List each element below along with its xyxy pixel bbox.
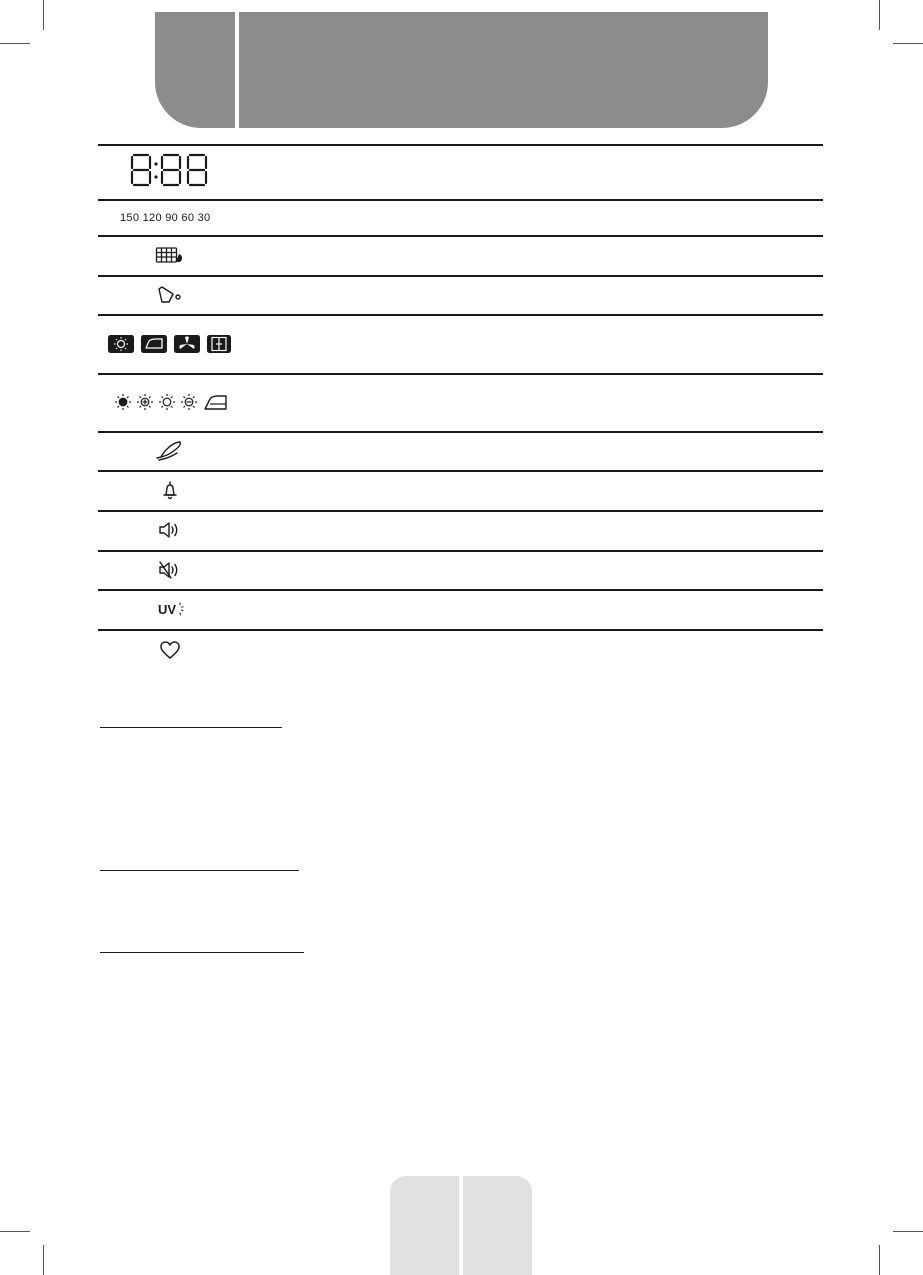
table-rule bbox=[98, 510, 823, 512]
crop-mark bbox=[0, 1231, 30, 1232]
bell-icon bbox=[161, 480, 179, 502]
uv-icon bbox=[158, 598, 184, 620]
page-number-tab bbox=[390, 1176, 532, 1275]
timer-values: 150 120 90 60 30 bbox=[120, 212, 211, 224]
section-heading-rule bbox=[100, 952, 304, 953]
crop-mark bbox=[893, 1231, 923, 1232]
table-rule bbox=[98, 629, 823, 631]
water-tank-icon bbox=[157, 285, 185, 305]
delicate-feather-icon bbox=[155, 440, 185, 462]
crop-mark bbox=[879, 1245, 880, 1275]
header-banner bbox=[155, 12, 768, 128]
crop-mark bbox=[879, 0, 880, 30]
footer-divider bbox=[459, 1176, 463, 1275]
section-heading-rule bbox=[100, 727, 282, 728]
crop-mark bbox=[43, 1245, 44, 1275]
dry-level-icons bbox=[114, 391, 230, 413]
cloth-rack-icon bbox=[155, 246, 185, 266]
sound-on-icon bbox=[158, 519, 182, 541]
table-rule bbox=[98, 314, 823, 316]
table-rule bbox=[98, 235, 823, 237]
table-rule bbox=[98, 470, 823, 472]
crop-mark bbox=[0, 43, 30, 44]
banner-divider bbox=[235, 12, 239, 128]
table-rule bbox=[98, 275, 823, 277]
heart-icon bbox=[159, 639, 181, 661]
seven-segment-display-icon bbox=[130, 152, 210, 190]
table-rule bbox=[98, 144, 823, 146]
section-heading-rule bbox=[100, 870, 299, 871]
sound-off-icon bbox=[158, 559, 182, 581]
table-rule bbox=[98, 589, 823, 591]
table-rule bbox=[98, 431, 823, 433]
program-mode-icons bbox=[108, 333, 232, 355]
table-rule bbox=[98, 550, 823, 552]
table-rule bbox=[98, 373, 823, 375]
crop-mark bbox=[43, 0, 44, 30]
crop-mark bbox=[893, 43, 923, 44]
uv-label: UV bbox=[158, 602, 177, 617]
